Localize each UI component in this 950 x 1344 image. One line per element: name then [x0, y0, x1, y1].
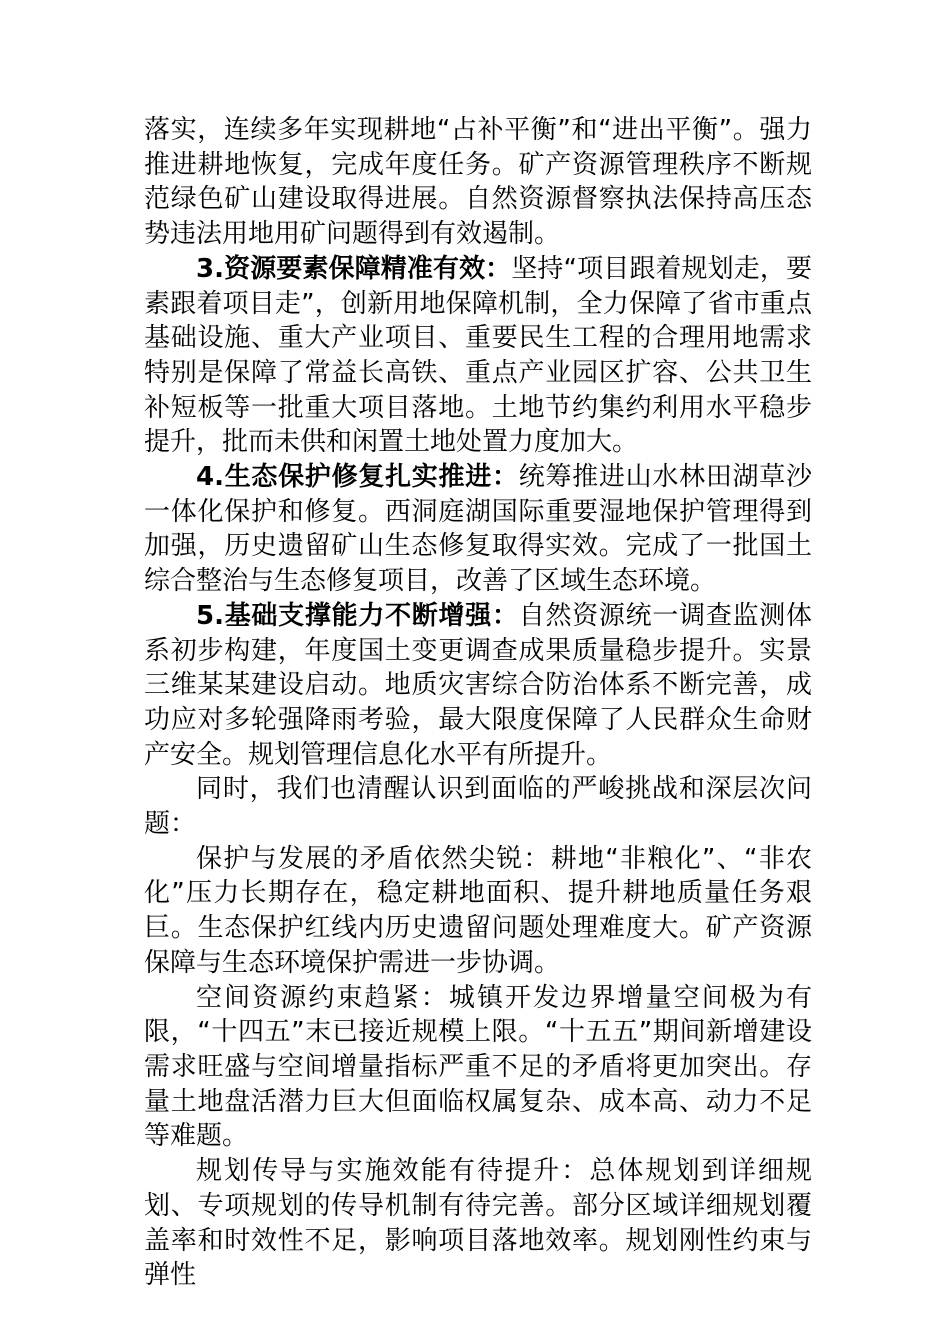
paragraph-6: [144, 842, 812, 981]
paragraph-5-text: 同时，我们也清醒认识到面临的严峻挑战和深层次问题：: [144, 774, 812, 840]
paragraph-3-text: 统筹推进山水林田湖草沙一体化保护和修复。西洞庭湖国际重要湿地保护管理得到加强，历史遗留矿山生态修复取得实效。完成了一批国土综合整治与生态修复项目，改善了区域生态环境。: [144, 462, 812, 597]
section-4-heading: 4.生态保护修复扎实推进：: [196, 462, 519, 493]
paragraph-2-text: 坚持“项目跟着规划走，要素跟着项目走”，创新用地保障机制，全力保障了省市重点基础设施、重大产业项目、重要民生工程的合理用地需求特别是保障了常益长高铁、重点产业园区扩容、公共卫生补短板等一批重大项目落地。土地节约集约利用水平稳步提升，批而未供和闲置土地处置力度加大。: [144, 253, 813, 458]
paragraph-8-text: 规划传导与实施效能有待提升：总体规划到详细规划、专项规划的传导机制有待完善。部分区域详细规划覆盖率和时效性不足，影响项目落地效率。规划刚性约束与弹性: [144, 1156, 812, 1291]
paragraph-5: [144, 772, 812, 841]
section-5-heading: 5.基础支撑能力不断增强：: [196, 600, 519, 631]
paragraph-6-text: 保护与发展的矛盾依然尖锐：耕地“非粮化”、“非农化”压力长期存在，稳定耕地面积、提升耕地质量任务艰巨。生态保护红线内历史遗留问题处理难度大。矿产资源保障与生态环境保护需进一步协调。: [144, 843, 812, 978]
paragraph-4-text: 自然资源统一调查监测体系初步构建，年度国土变更调查成果质量稳步提升。实景三维某某建设启动。地质灾害综合防治体系不断完善，成功应对多轮强降雨考验，最大限度保障了人民群众生命财产安全。规划管理信息化水平有所提升。: [144, 600, 812, 770]
paragraph-2: [144, 252, 812, 460]
section-3-heading: 3.资源要素保障精准有效：: [196, 253, 512, 284]
paragraph-8: [144, 1154, 812, 1293]
paragraph-1: [144, 113, 812, 252]
paragraph-3: [144, 460, 812, 599]
paragraph-4: [144, 599, 812, 773]
document-page: [144, 113, 812, 1293]
paragraph-7: [144, 981, 812, 1155]
paragraph-7-text: 空间资源约束趋紧：城镇开发边界增量空间极为有限，“十四五”末已接近规模上限。“十五五”期间新增建设需求旺盛与空间增量指标严重不足的矛盾将更加突出。存量土地盘活潜力巨大但面临权属复杂、成本高、动力不足等难题。: [144, 982, 812, 1152]
paragraph-1-text: 落实，连续多年实现耕地“占补平衡”和“进出平衡”。强力推进耕地恢复，完成年度任务。矿产资源管理秩序不断规范绿色矿山建设取得进展。自然资源督察执法保持高压态势违法用地用矿问题得到有效遏制。: [144, 115, 812, 250]
